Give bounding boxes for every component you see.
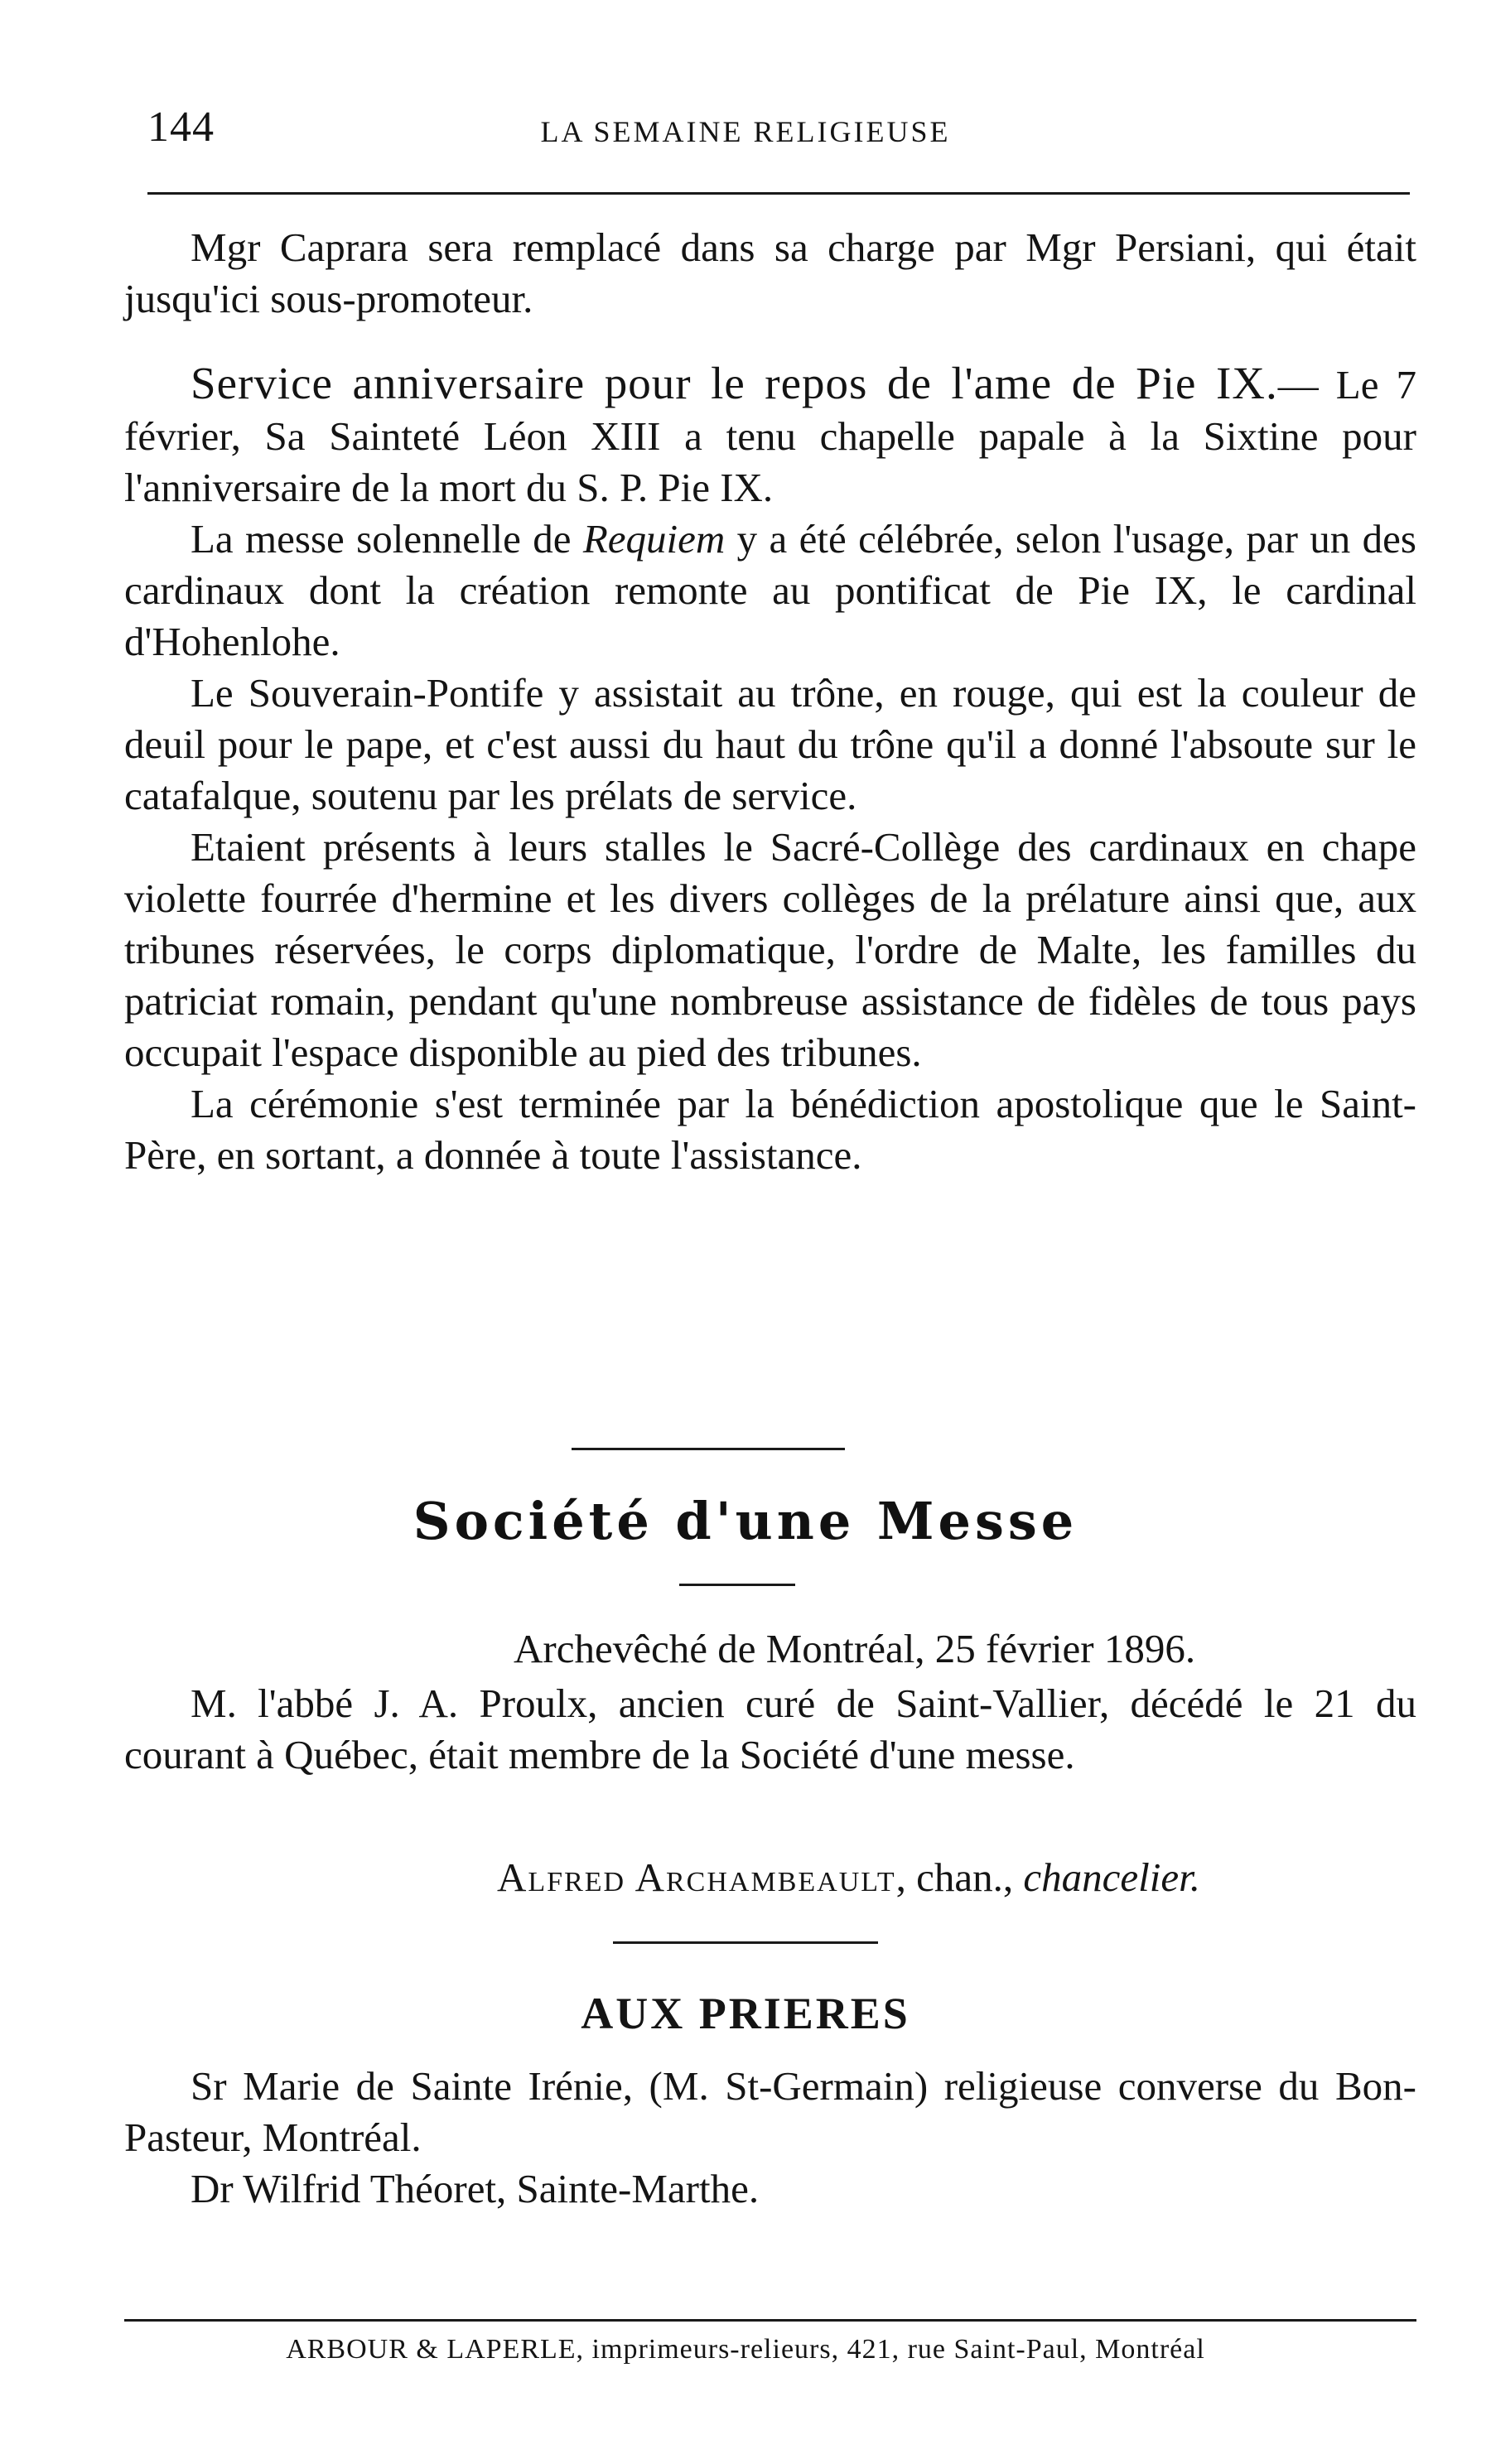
requiem-after: y a été célébrée, selon l'usage, par un des cardinaux dont la création remonte au pontificat de Pie IX, le cardinal d'Hohenlohe.	[124, 516, 1416, 664]
signature-mid: , chan.,	[895, 1854, 1024, 1900]
page-number: 144	[147, 104, 215, 151]
paragraph-requiem	[124, 514, 1416, 668]
separator-rule-3	[613, 1941, 878, 1944]
requiem-italic: Requiem	[582, 516, 726, 562]
signature-name: Alfred Archambeault	[497, 1854, 896, 1900]
requiem-before: La messe solennelle de	[191, 516, 583, 562]
paragraph-proulx: M. l'abbé J. A. Proulx, ancien curé de Saint-Vallier, décédé le 21 du courant à Québec, était membre de la Société d'une messe.	[124, 1680, 1416, 1777]
service-lead-text: — Le 7 février, Sa Sainteté Léon XIII a tenu chapelle papale à la Sixtine pour l'anniversaire de la mort du S. P. Pie IX.	[124, 362, 1417, 510]
paragraph-caprara: Mgr Caprara sera remplacé dans sa charge par Mgr Persiani, qui était jusqu'ici sous-promoteur.	[124, 224, 1416, 321]
main-text-block	[124, 222, 1416, 1181]
paragraph-service-lead	[124, 358, 1416, 514]
separator-rule-2	[679, 1584, 795, 1586]
header-rule	[147, 192, 1410, 195]
societe-text-block	[124, 1678, 1416, 1781]
paragraph-ceremonie: La cérémonie s'est terminée par la bénédiction apostolique que le Saint-Père, en sortant, a donnée à toute l'assistance.	[124, 1081, 1416, 1178]
section-title-service: Service anniversaire pour le repos de l'ame de Pie IX.	[191, 358, 1278, 408]
separator-rule-1	[572, 1448, 845, 1450]
paragraph-etaient: Etaient présents à leurs stalles le Sacré-Collège des cardinaux en chape violette fourrée d'hermine et les divers collèges de la prélature ainsi que, aux tribunes réservées, le corps diplomatique, l'ordre de Malte, les familles du patriciat romain, pendant qu'une nombreuse assistance de fidèles de tous pays occupait l'espace disponible au pied des tribunes.	[124, 824, 1416, 1075]
dateline: Archevêché de Montréal, 25 février 1896.	[514, 1626, 1196, 1671]
footer-rule	[124, 2319, 1416, 2322]
signature	[497, 1852, 1416, 1903]
running-title: LA SEMAINE RELIGIEUSE	[540, 115, 951, 148]
paragraph-soeur-marie: Sr Marie de Sainte Irénie, (M. St-Germain) religieuse converse du Bon-Pasteur, Montréal.	[124, 2063, 1416, 2160]
prieres-text-block	[124, 2061, 1416, 2215]
heading-societe: Société d'une Messe	[413, 1491, 1078, 1551]
paragraph-dr-theoret: Dr Wilfrid Théoret, Sainte-Marthe.	[191, 2166, 760, 2211]
paragraph-souverain: Le Souverain-Pontife y assistait au trône, en rouge, qui est la couleur de deuil pour le pape, et c'est aussi du haut du trône qu'il a donné l'absoute sur le catafalque, soutenu par les prélats de service.	[124, 670, 1416, 818]
footer-imprint: ARBOUR & LAPERLE, imprimeurs-relieurs, 421, rue Saint-Paul, Montréal	[286, 2334, 1205, 2365]
signature-title: chancelier.	[1023, 1854, 1201, 1900]
heading-aux-prieres: AUX PRIERES	[581, 1989, 910, 2038]
